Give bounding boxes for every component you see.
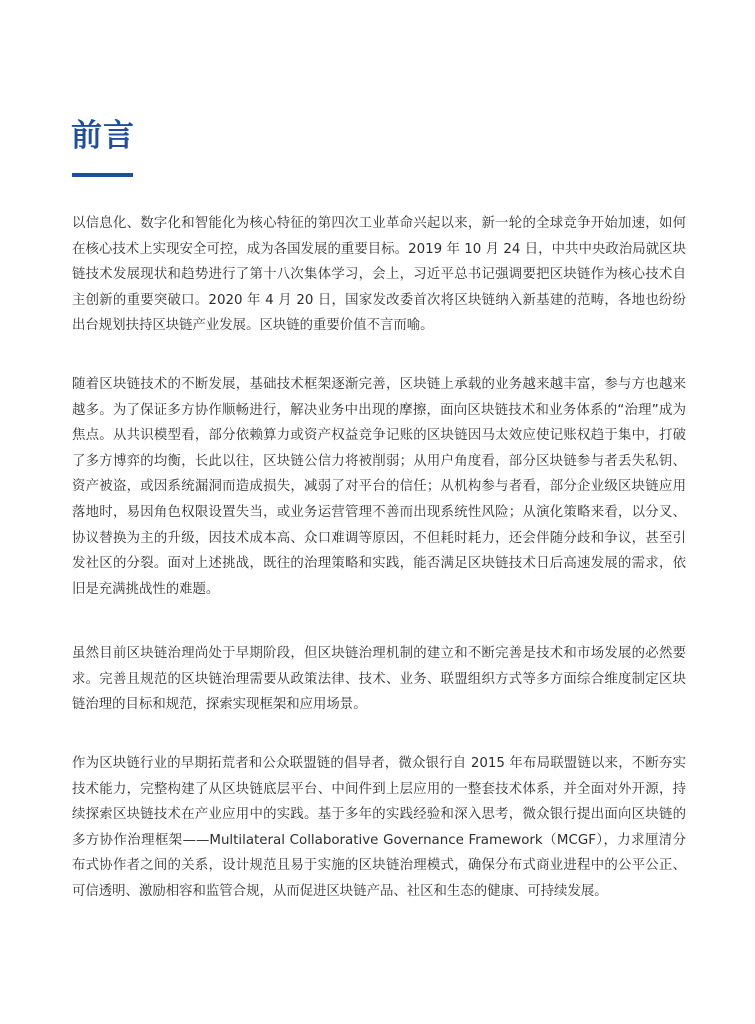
paragraph-challenges: 随着区块链技术的不断发展，基础技术框架逐渐完善，区块链上承载的业务越来越丰富，参与方也越来越多。为了保证多方协作顺畅进行，解决业务中出现的摩擦，面向区块链技术和业务体系的“治理”成为焦点。从共识模型看，部分依赖算力或资产权益竞争记账的区块链因马太效应使记账权趋于集中，打破了多方博弈的均衡，长此以往，区块链公信力将被削弱；从用户角度看，部分区块链参与者丢失私钥、资产被盗，或因系统漏洞而造成损失，减弱了对平台的信任；从机构参与者看，部分企业级区块链应用落地时，易因角色权限设置失当，或业务运营管理不善而出现系统性风险；从演化策略来看，以分叉、协议替换为主的升级，因技术成本高、众口难调等原因，不但耗时耗力，还会伴随分歧和争议，甚至引发社区的分裂。面对上述挑战，既往的治理策略和实践，能否满足区块链技术日后高速发展的需求，依旧是充满挑战性的难题。 [72,377,686,597]
paragraph-intro: 以信息化、数字化和智能化为核心特征的第四次工业革命兴起以来，新一轮的全球竞争开始加速，如何在核心技术上实现安全可控，成为各国发展的重要目标。2019 年 10 月 24 日，中共中央政治局就区块链技术发展现状和趋势进行了第十八次集体学习，会上，习近平总书记强调要把区块链作为核心技术自主创新的重要突破口。2020 年 4 月 20 日，国家发改委首次将区块链纳入新基建的范畴，各地也纷纷出台规划扶持区块链产业发展。区块链的重要价值不言而喻。 [72,216,686,334]
page-title: 前言 [71,118,135,154]
paragraph-governance-need: 虽然目前区块链治理尚处于早期阶段，但区块链治理机制的建立和不断完善是技术和市场发展的必然要求。完善且规范的区块链治理需要从政策法律、技术、业务、联盟组织方式等多方面综合维度制定区块链治理的目标和规范，探索实现框架和应用场景。 [72,646,686,713]
title-underline [72,173,133,177]
paragraph-mcgf: 作为区块链行业的早期拓荒者和公众联盟链的倡导者，微众银行自 2015 年布局联盟链以来，不断夯实技术能力，完整构建了从区块链底层平台、中间件到上层应用的一整套技术体系，并全面对外开源，持续探索区块链技术在产业应用中的实践。基于多年的实践经验和深入思考，微众银行提出面向区块链的多方协作治理框架——Multilateral Collaborative Governance Framework（MCGF），力求厘清分布式协作者之间的关系，设计规范且易于实施的区块链治理模式，确保分布式商业进程中的公平公正、可信透明、激励相容和监管合规，从而促进区块链产品、社区和生态的健康、可持续发展。 [72,756,686,899]
